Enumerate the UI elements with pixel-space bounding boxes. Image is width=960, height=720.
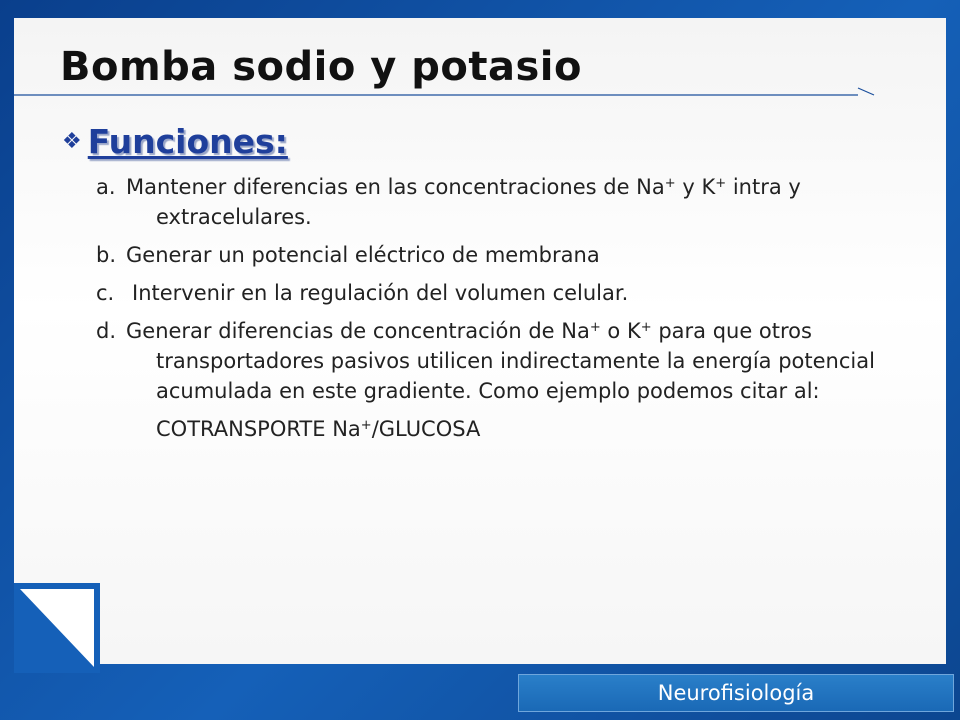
item-letter: c.: [96, 281, 115, 305]
slide-title: Bomba sodio y potasio: [60, 44, 582, 90]
list-item-a: [96, 172, 926, 232]
function-list: [96, 172, 926, 444]
diamond-bullet-icon: ❖: [62, 129, 82, 154]
corner-decoration: [14, 583, 100, 673]
list-item-b: [96, 240, 926, 270]
section-heading: [62, 122, 288, 161]
cotransport-line: COTRANSPORTE Na+/GLUCOSA: [156, 417, 481, 441]
item-text: Generar diferencias de concentración de Na+ o K+ para que otros transportadores pasivos utilicen indirectamente la energía potencial acumulada en este gradiente. Como ejemplo podemos citar al:: [126, 319, 875, 403]
item-text: Intervenir en la regulación del volumen celular.: [132, 281, 629, 305]
item-letter: a.: [96, 175, 116, 199]
list-item-c: [96, 278, 926, 308]
list-item-d: [96, 316, 926, 406]
footer-label: Neurofisiología: [518, 674, 954, 712]
item-letter: b.: [96, 243, 117, 267]
item-letter: d.: [96, 319, 117, 343]
item-text: Generar un potencial eléctrico de membrana: [126, 243, 600, 267]
heading-text: Funciones:: [87, 122, 288, 161]
item-text: Mantener diferencias en las concentraciones de Na+ y K+ intra y extracelulares.: [126, 175, 801, 229]
